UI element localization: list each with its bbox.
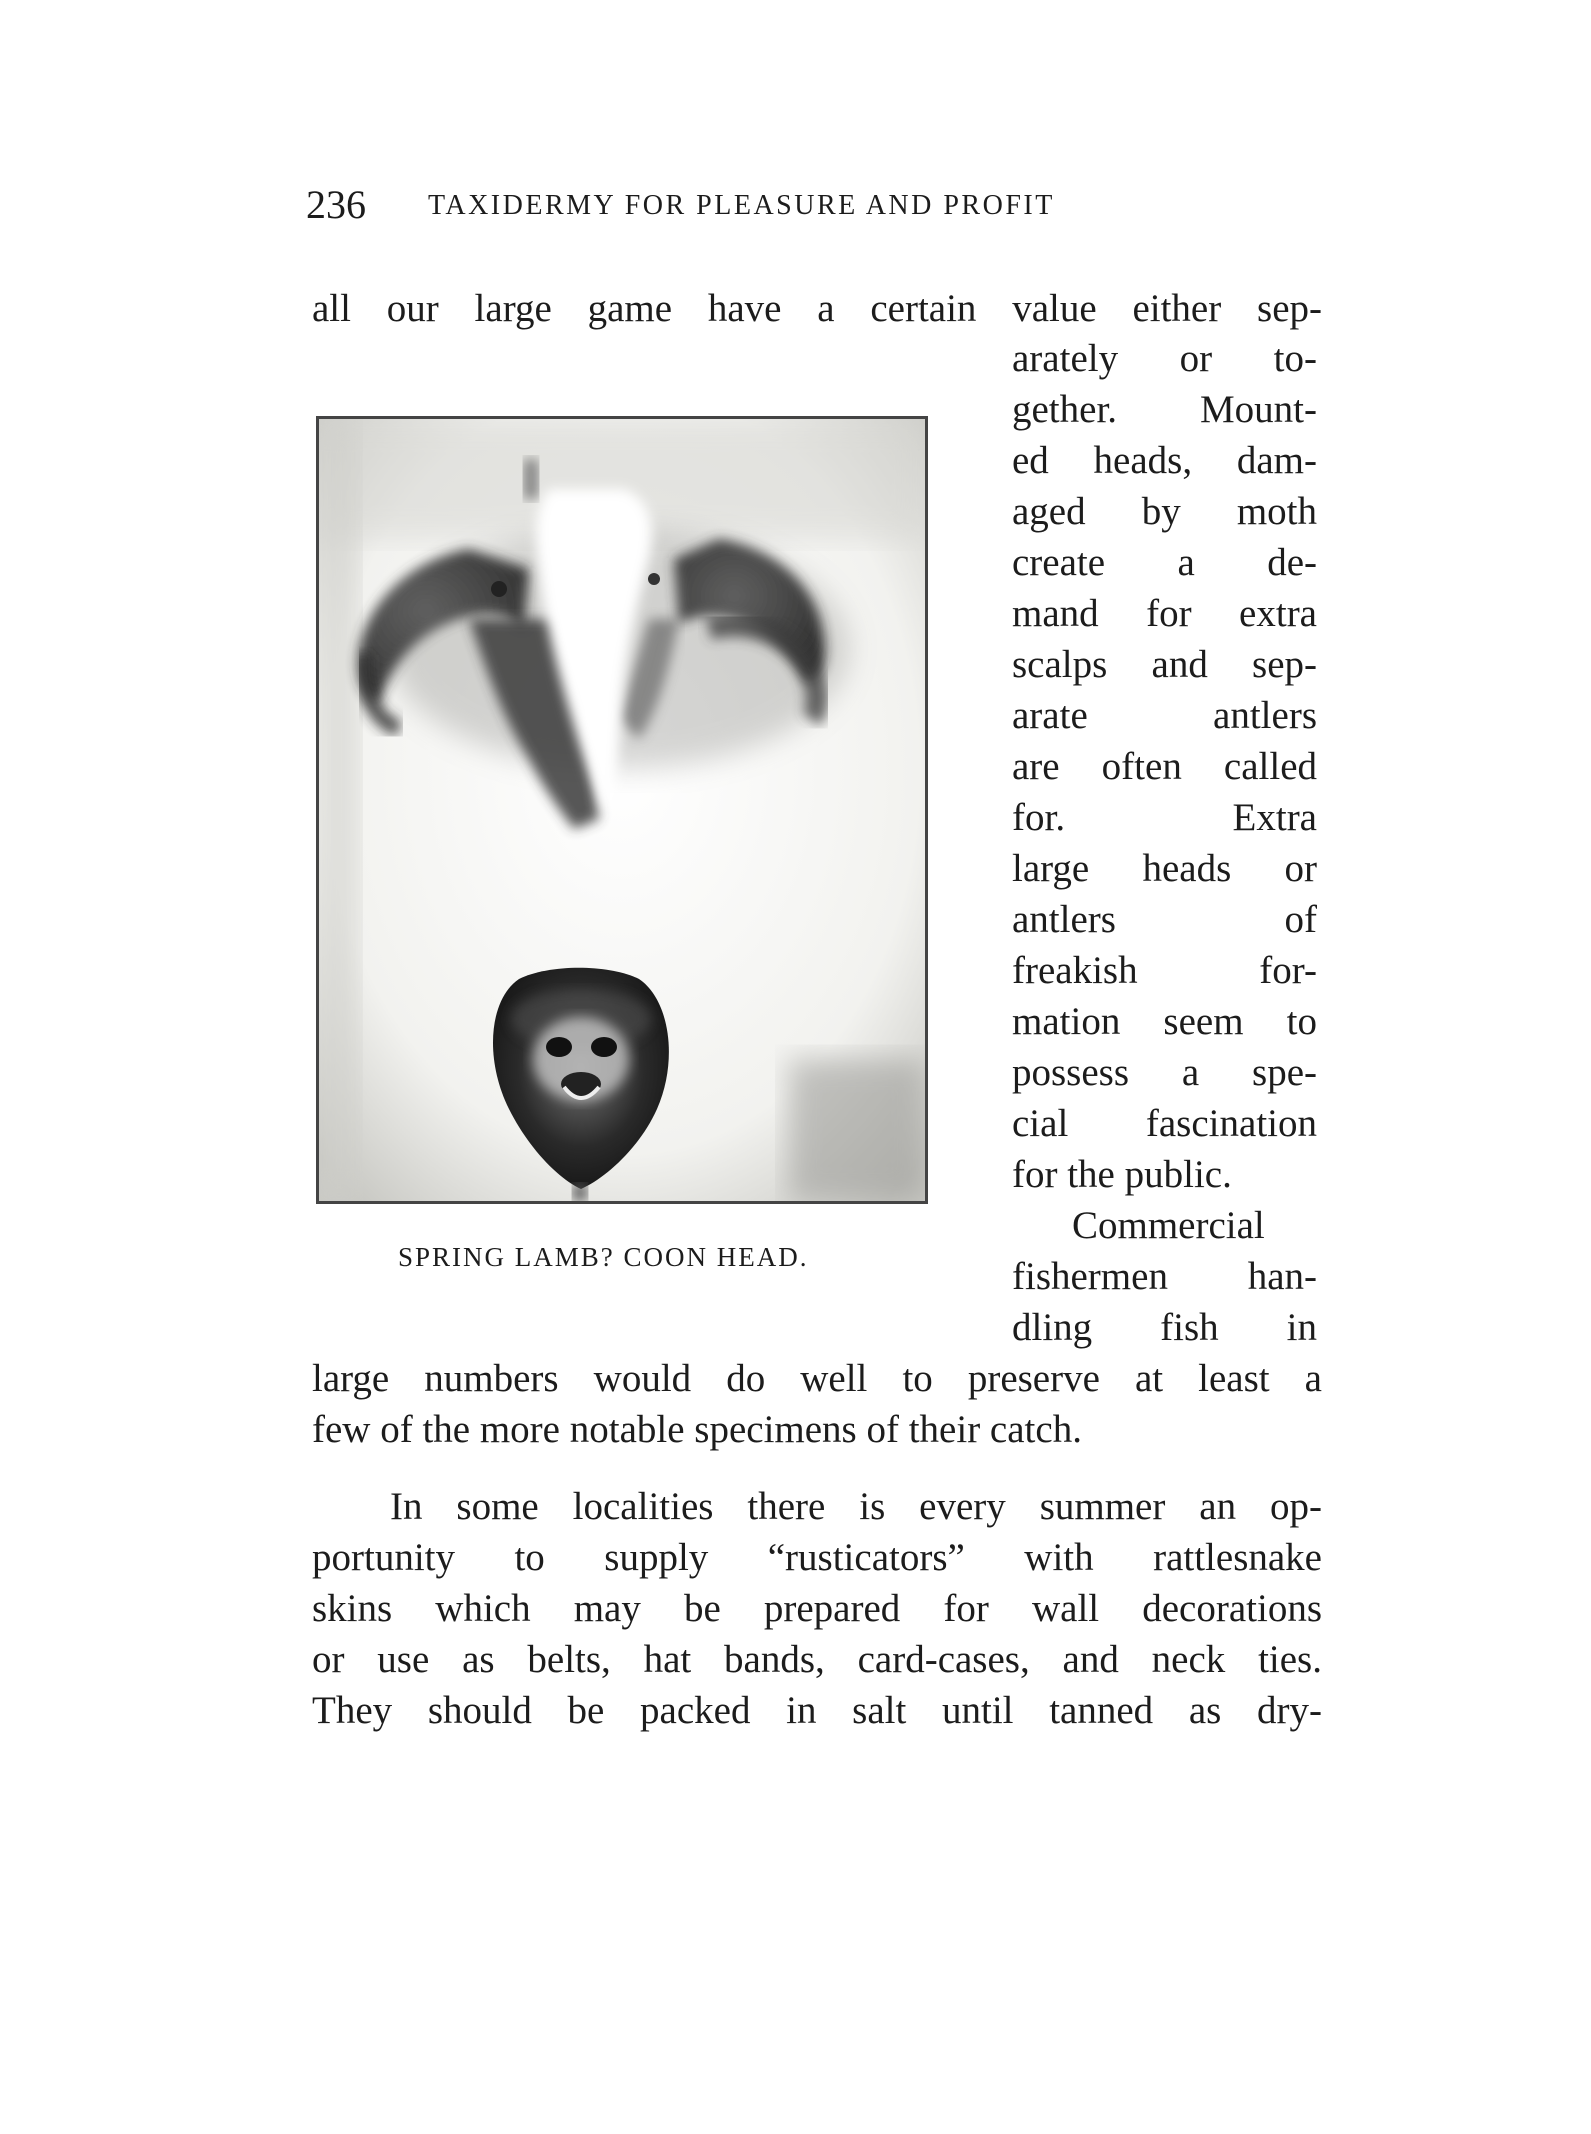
text-line: scalps and sep- (1012, 643, 1317, 686)
text-line: Commercial (1072, 1204, 1265, 1247)
text-line: portunity to supply “rusticators” with rattlesnake (312, 1536, 1322, 1579)
photo-figure (316, 416, 928, 1204)
text-line: for. Extra (1012, 796, 1317, 839)
text-line: antlers of (1012, 898, 1317, 941)
text-line: for the public. (1012, 1153, 1232, 1196)
text-line: aged by moth (1012, 490, 1317, 533)
text-line: skins which may be prepared for wall decorations (312, 1587, 1322, 1630)
page-number: 236 (306, 182, 366, 227)
text-line: freakish for- (1012, 949, 1317, 992)
text-line: possess a spe- (1012, 1051, 1317, 1094)
text-line: are often called (1012, 745, 1317, 788)
text-line: arate antlers (1012, 694, 1317, 737)
text-line-top: all our large game have a certain value either sep- (312, 287, 1322, 330)
text-line: large numbers would do well to preserve at least a (312, 1357, 1322, 1400)
text-line: gether. Mount- (1012, 388, 1317, 431)
text-line: They should be packed in salt until tanned as dry- (312, 1689, 1322, 1732)
text-line: large heads or (1012, 847, 1317, 890)
text-line: cial fascination (1012, 1102, 1317, 1145)
text-line: mand for extra (1012, 592, 1317, 635)
text-line: create a de- (1012, 541, 1317, 584)
halftone-photo (319, 419, 925, 1201)
running-head (306, 180, 1206, 230)
paragraph-first-line: In some localities there is every summer an op- (390, 1485, 1322, 1528)
text-line: mation seem to (1012, 1000, 1317, 1043)
text-line: few of the more notable specimens of their catch. (312, 1408, 1082, 1451)
text-line: dling fish in (1012, 1306, 1317, 1349)
running-title: TAXIDERMY FOR PLEASURE AND PROFIT (428, 190, 1055, 221)
figure-caption: SPRING LAMB? COON HEAD. (398, 1242, 809, 1272)
text-line: ed heads, dam- (1012, 439, 1317, 482)
text-line: arately or to- (1012, 337, 1317, 380)
text-line: or use as belts, hat bands, card-cases, and neck ties. (312, 1638, 1322, 1681)
text-line: fishermen han- (1012, 1255, 1317, 1298)
